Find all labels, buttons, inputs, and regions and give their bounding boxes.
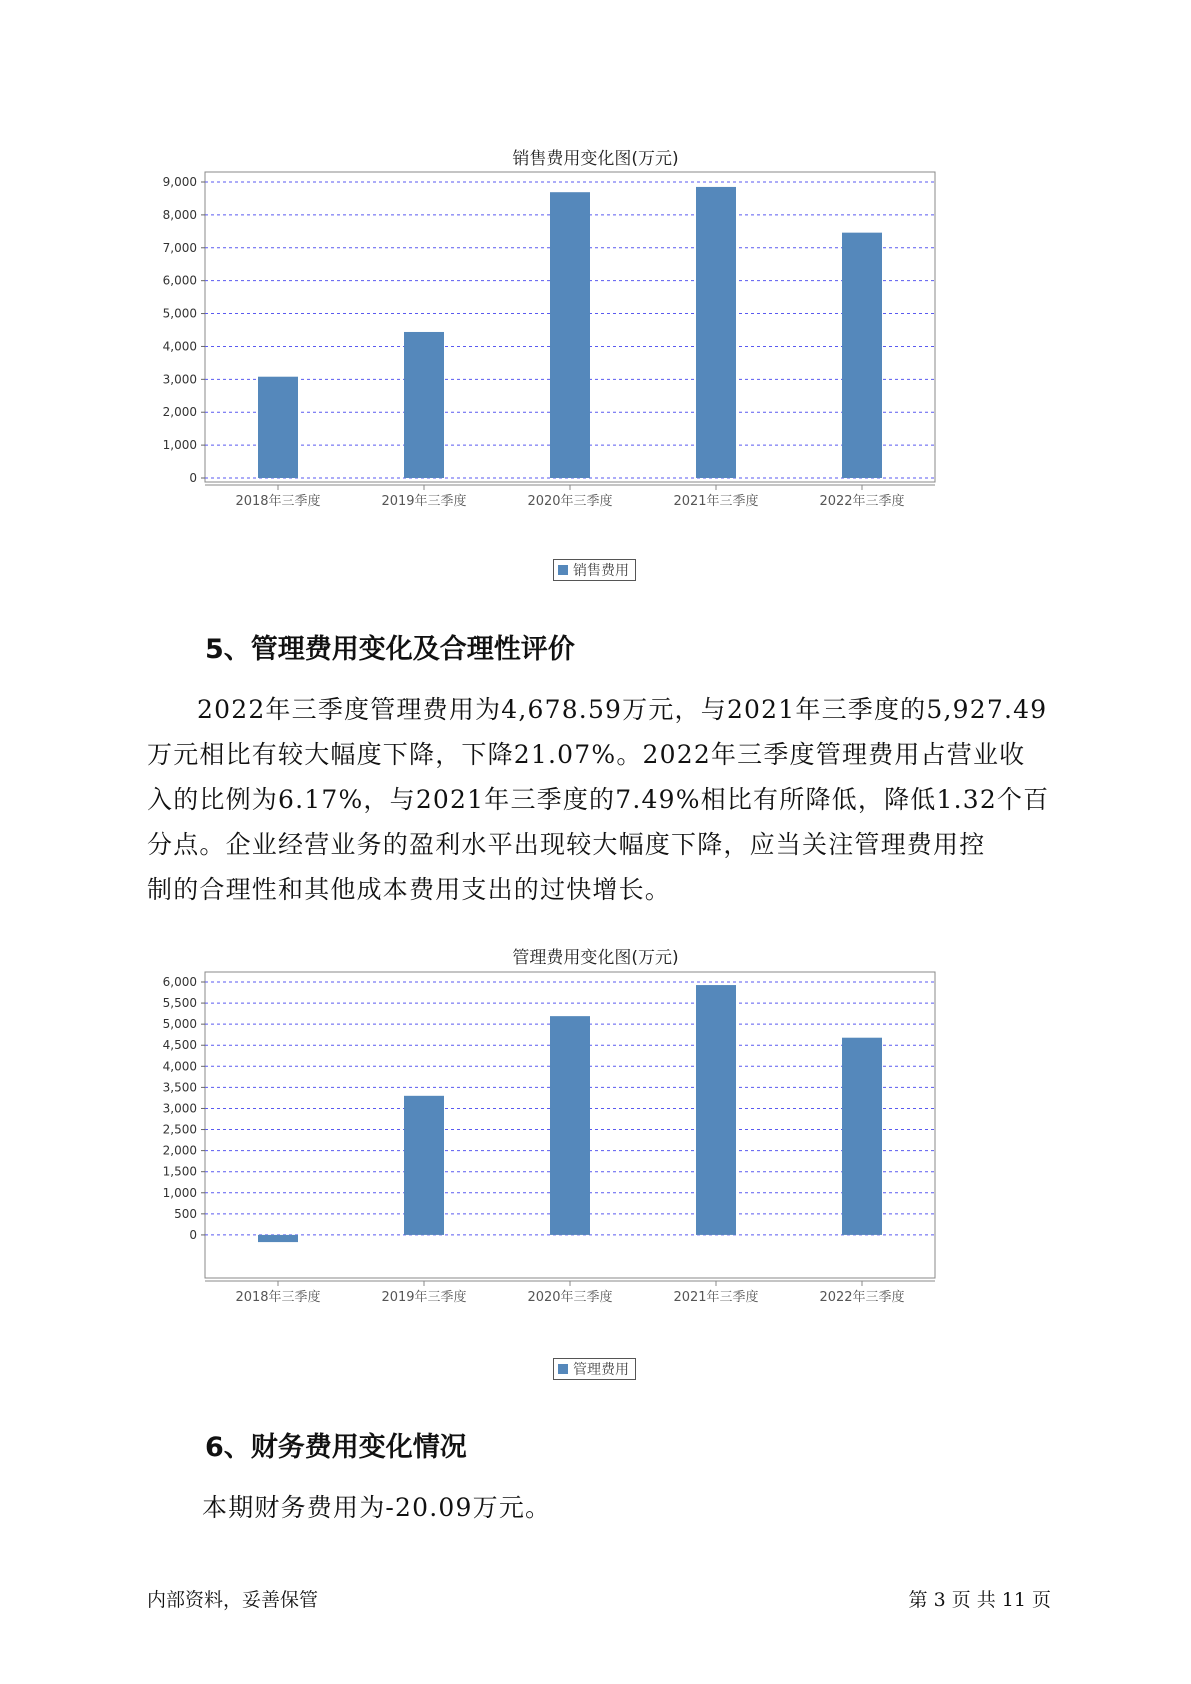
y-tick-label: 1,500 [162, 1164, 197, 1179]
x-tick-label: 2022年三季度 [819, 494, 905, 509]
para-line: 入的比例为6.17%，与2021年三季度的7.49%相比有所降低，降低1.32个百 [147, 785, 1050, 814]
y-tick-label: 5,000 [162, 306, 197, 321]
bar [842, 1038, 882, 1235]
section6-paragraph [147, 1485, 1047, 1530]
y-tick-label: 4,000 [162, 339, 197, 354]
footer-confidential: 内部资料，妥善保管 [147, 1589, 319, 1611]
y-tick-label: 0 [189, 471, 197, 485]
y-tick-label: 5,500 [162, 996, 197, 1011]
y-tick-label: 4,000 [162, 1059, 197, 1074]
bar [550, 1016, 590, 1235]
y-tick-label: 2,000 [162, 405, 197, 420]
x-tick-label: 2018年三季度 [235, 494, 321, 509]
legend-label: 管理费用 [573, 1362, 629, 1378]
para-line: 本期财务费用为-20.09万元。 [202, 1493, 552, 1522]
y-tick-label: 0 [189, 1227, 197, 1242]
y-tick-label: 4,500 [162, 1038, 197, 1053]
admin-chart-legend [553, 1358, 636, 1380]
y-tick-label: 3,500 [162, 1080, 197, 1095]
y-tick-label: 2,500 [162, 1122, 197, 1137]
y-tick-label: 1,000 [162, 438, 197, 453]
x-tick-label: 2021年三季度 [673, 494, 759, 509]
bar [550, 192, 590, 478]
legend-label: 销售费用 [573, 563, 629, 579]
footer-page-number: 第 3 页 共 11 页 [908, 1589, 1051, 1611]
bar [696, 985, 736, 1235]
x-tick-label: 2020年三季度 [527, 1290, 613, 1305]
para-line: 万元相比有较大幅度下降，下降21.07%。2022年三季度管理费用占营业收 [147, 740, 1026, 769]
y-tick-label: 1,000 [162, 1185, 197, 1200]
bar [842, 233, 882, 478]
sales-chart-legend [553, 559, 636, 581]
section5-paragraph [147, 687, 1050, 912]
x-tick-label: 2018年三季度 [235, 1290, 321, 1305]
bar [404, 332, 444, 478]
legend-swatch [558, 565, 568, 575]
y-tick-label: 3,000 [162, 372, 197, 387]
y-tick-label: 6,000 [162, 975, 197, 989]
sales-chart-title: 销售费用变化图(万元) [512, 149, 679, 169]
y-tick-label: 6,000 [162, 273, 197, 288]
sales-expense-chart [150, 160, 1030, 509]
section5-heading: 5、管理费用变化及合理性评价 [205, 634, 575, 665]
y-tick-label: 3,000 [162, 1101, 197, 1116]
bar [404, 1096, 444, 1235]
x-tick-label: 2020年三季度 [527, 494, 613, 509]
y-tick-label: 8,000 [162, 207, 197, 222]
para-line: 2022年三季度管理费用为4,678.59万元，与2021年三季度的5,927.49 [197, 695, 1048, 724]
x-tick-label: 2019年三季度 [381, 1290, 467, 1305]
x-tick-label: 2022年三季度 [819, 1290, 905, 1305]
y-tick-label: 7,000 [162, 240, 197, 255]
y-tick-label: 500 [174, 1206, 197, 1221]
admin-chart-title: 管理费用变化图(万元) [512, 948, 679, 968]
section6-heading: 6、财务费用变化情况 [205, 1432, 467, 1463]
x-tick-label: 2019年三季度 [381, 494, 467, 509]
bar [258, 377, 298, 478]
legend-swatch [558, 1364, 568, 1374]
x-tick-label: 2021年三季度 [673, 1290, 759, 1305]
para-line: 分点。企业经营业务的盈利水平出现较大幅度下降，应当关注管理费用控 [147, 830, 986, 859]
y-tick-label: 9,000 [162, 175, 197, 189]
para-line: 制的合理性和其他成本费用支出的过快增长。 [147, 875, 672, 904]
bar [258, 1235, 298, 1242]
y-tick-label: 5,000 [162, 1017, 197, 1032]
y-tick-label: 2,000 [162, 1143, 197, 1158]
admin-expense-chart [150, 960, 1030, 1305]
bar [696, 187, 736, 478]
